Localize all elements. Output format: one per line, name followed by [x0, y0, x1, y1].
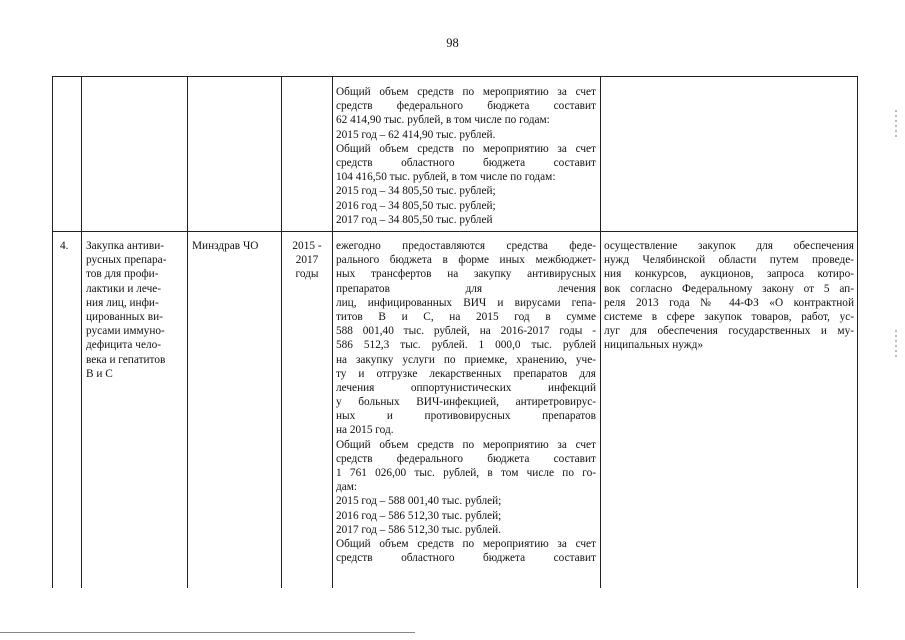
column-divider	[281, 76, 282, 588]
column-divider	[600, 76, 601, 588]
text-line: тов для профи-	[86, 268, 159, 281]
text-line: вок согласно Федеральному закону от 5 ап-	[604, 282, 854, 295]
table-border-right	[857, 76, 858, 588]
text-line: Общий объем средств по мероприятию за счет	[336, 142, 596, 155]
text-line: ния лиц, инфи-	[86, 296, 159, 309]
text-line: средств федерального бюджета составит	[336, 100, 596, 113]
text-line: ных трансфертов на закупку антивирусных	[336, 268, 596, 281]
text-line: 2016 год – 34 805,50 тыс. рублей;	[336, 199, 496, 212]
text-line: рального бюджета в форме иных межбюджет-	[336, 254, 596, 267]
page-number: 98	[446, 36, 459, 50]
text-line: ежегодно предоставляются средства феде-	[336, 240, 596, 252]
text-line: осуществление закупок для обеспечения	[604, 240, 854, 252]
text-line: 2017 год – 586 512,30 тыс. рублей.	[336, 523, 501, 536]
text-line: ных и противовирусных препаратов	[336, 410, 596, 423]
text-line: 586 512,3 тыс. рублей. 1 000,0 тыс. рублей	[336, 339, 596, 352]
implementation-period	[282, 239, 332, 282]
row-number: 4.	[60, 240, 69, 252]
funding-description	[336, 239, 596, 565]
text-line: 2015 -	[292, 240, 322, 252]
program-table	[52, 76, 858, 588]
text-line: на 2015 год.	[336, 424, 394, 437]
text-line: цированных ви-	[86, 310, 163, 323]
text-line: лиц, инфицированных ВИЧ и вирусами гепа-	[336, 296, 596, 309]
text-line: 2015 год – 588 001,40 тыс. рублей;	[336, 495, 502, 508]
executor: Минздрав ЧО	[192, 240, 259, 252]
text-line: 1 761 026,00 тыс. рублей, в том числе по го-	[336, 467, 596, 479]
text-line: на закупку услуги по приемке, хранению, уче-	[336, 353, 596, 366]
text-line: дам:	[336, 481, 358, 494]
column-divider	[81, 76, 82, 588]
expected-result	[604, 239, 854, 353]
footer-rule	[0, 632, 415, 633]
text-line: 2017 год – 34 805,50 тыс. рублей	[336, 213, 493, 226]
text-line: лечения оппортунистических инфекций	[336, 381, 596, 394]
text-line: лактики и лече-	[86, 282, 162, 295]
text-line: препаратов для лечения	[336, 282, 596, 295]
scan-margin-mark	[895, 330, 897, 360]
text-line: русных препара-	[86, 254, 167, 267]
text-line: Общий объем средств по мероприятию за счет	[336, 537, 596, 550]
text-line: 62 414,90 тыс. рублей, в том числе по годам:	[336, 114, 550, 127]
text-line: луг для обеспечения государственных и му-	[604, 325, 854, 338]
text-line: 2016 год – 586 512,30 тыс. рублей;	[336, 509, 502, 522]
text-line: системе в сфере закупок товаров, работ, ус-	[604, 310, 854, 323]
text-line: 588 001,40 тыс. рублей, на 2016-2017 годы -	[336, 325, 596, 338]
text-line: средств федерального бюджета составит	[336, 452, 596, 465]
text-line: нужд Челябинской области путем проведе-	[604, 254, 854, 267]
text-line: 104 416,50 тыс. рублей, в том числе по годам:	[336, 171, 556, 184]
text-line: 2015 год – 34 805,50 тыс. рублей;	[336, 185, 496, 198]
text-line: русами иммуно-	[86, 325, 165, 338]
text-line: годы	[295, 268, 319, 281]
text-line: титов В и С, на 2015 год в сумме	[336, 310, 596, 323]
scan-margin-mark	[895, 110, 897, 140]
text-line: В и С	[86, 367, 113, 380]
text-line: дефицита чело-	[86, 339, 162, 352]
text-line: 2015 год – 62 414,90 тыс. рублей.	[336, 128, 496, 141]
text-line: реля 2013 года № 44-ФЗ «О контрактной	[604, 296, 854, 309]
measure-name	[86, 239, 186, 381]
text-line: 2017	[295, 254, 319, 267]
column-divider	[332, 76, 333, 588]
text-line: Закупка антиви-	[86, 240, 165, 252]
text-line: Общий объем средств по мероприятию за счет	[336, 438, 596, 451]
text-line: средств областного бюджета составит	[336, 552, 596, 565]
text-line: века и гепатитов	[86, 353, 166, 366]
text-line: ния конкурсов, аукционов, запроса котиро-	[604, 268, 854, 281]
text-line: у больных ВИЧ-инфекцией, антиретровирус-	[336, 396, 596, 409]
text-line: ниципальных нужд»	[604, 339, 703, 352]
row-divider	[52, 231, 858, 232]
text-line: средств областного бюджета составит	[336, 156, 596, 169]
table-border-top	[52, 76, 858, 77]
text-line: ту и отгрузке лекарственных препаратов для	[336, 367, 596, 380]
column-divider	[187, 76, 188, 588]
text-line: Общий объем средств по мероприятию за счет	[336, 86, 596, 98]
continuation-funding-text	[336, 85, 596, 227]
table-border-left	[52, 76, 53, 588]
